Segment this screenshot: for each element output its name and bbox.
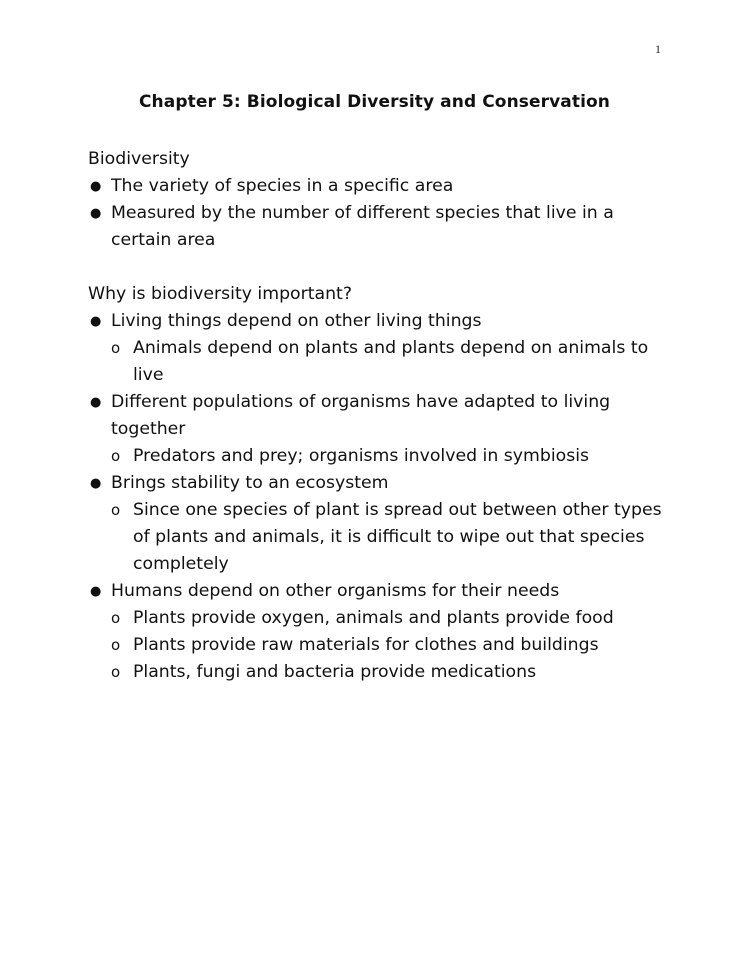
bullet-item	[88, 308, 678, 389]
section-importance	[88, 281, 678, 686]
bullet-item	[88, 470, 678, 578]
bullet-text: Living things depend on other living things	[111, 311, 482, 331]
sub-bullet-item	[111, 335, 678, 389]
sub-bullet-icon: o	[111, 447, 121, 465]
bullet-text: Different populations of organisms have adapted to living together	[111, 392, 611, 439]
document-body	[88, 146, 678, 686]
bullet-item	[88, 578, 678, 686]
sub-bullet-icon: o	[111, 339, 121, 357]
section-heading: Biodiversity	[88, 149, 190, 169]
sub-bullet-text: Since one species of plant is spread out between other types of plants and animals, it is difficult to wipe out that species completely	[133, 500, 662, 574]
sub-bullet-item	[111, 605, 678, 632]
bullet-item	[88, 389, 678, 470]
bullet-icon: ●	[90, 584, 102, 599]
bullet-icon: ●	[90, 179, 102, 194]
sub-bullet-list	[111, 497, 678, 578]
sub-bullet-text: Plants provide raw materials for clothes and buildings	[133, 635, 599, 655]
sub-bullet-icon: o	[111, 501, 121, 519]
sub-bullet-item	[111, 443, 678, 470]
bullet-icon: ●	[90, 476, 102, 491]
section-heading: Why is biodiversity important?	[88, 284, 352, 304]
sub-bullet-list	[111, 443, 678, 470]
sub-bullet-list	[111, 335, 678, 389]
sub-bullet-text: Animals depend on plants and plants depend on animals to live	[133, 338, 649, 385]
sub-bullet-text: Predators and prey; organisms involved in symbiosis	[133, 446, 590, 466]
bullet-icon: ●	[90, 314, 102, 329]
bullet-icon: ●	[90, 206, 102, 221]
bullet-text: Measured by the number of different species that live in a certain area	[111, 203, 614, 250]
sub-bullet-icon: o	[111, 609, 121, 627]
sub-bullet-list	[111, 605, 678, 686]
sub-bullet-text: Plants provide oxygen, animals and plants provide food	[133, 608, 614, 628]
section-spacer	[88, 254, 678, 281]
sub-bullet-item	[111, 497, 678, 578]
section-biodiversity	[88, 146, 678, 254]
bullet-item	[88, 200, 678, 254]
bullet-list	[88, 308, 678, 686]
page-number: 1	[655, 42, 661, 56]
bullet-text: Humans depend on other organisms for their needs	[111, 581, 560, 601]
bullet-list	[88, 173, 678, 254]
sub-bullet-item	[111, 632, 678, 659]
bullet-icon: ●	[90, 395, 102, 410]
sub-bullet-text: Plants, fungi and bacteria provide medications	[133, 662, 537, 682]
sub-bullet-icon: o	[111, 636, 121, 654]
bullet-text: Brings stability to an ecosystem	[111, 473, 389, 493]
bullet-text: The variety of species in a specific area	[111, 176, 454, 196]
sub-bullet-icon: o	[111, 663, 121, 681]
page-title: Chapter 5: Biological Diversity and Conservation	[138, 92, 611, 112]
bullet-item	[88, 173, 678, 200]
sub-bullet-item	[111, 659, 678, 686]
